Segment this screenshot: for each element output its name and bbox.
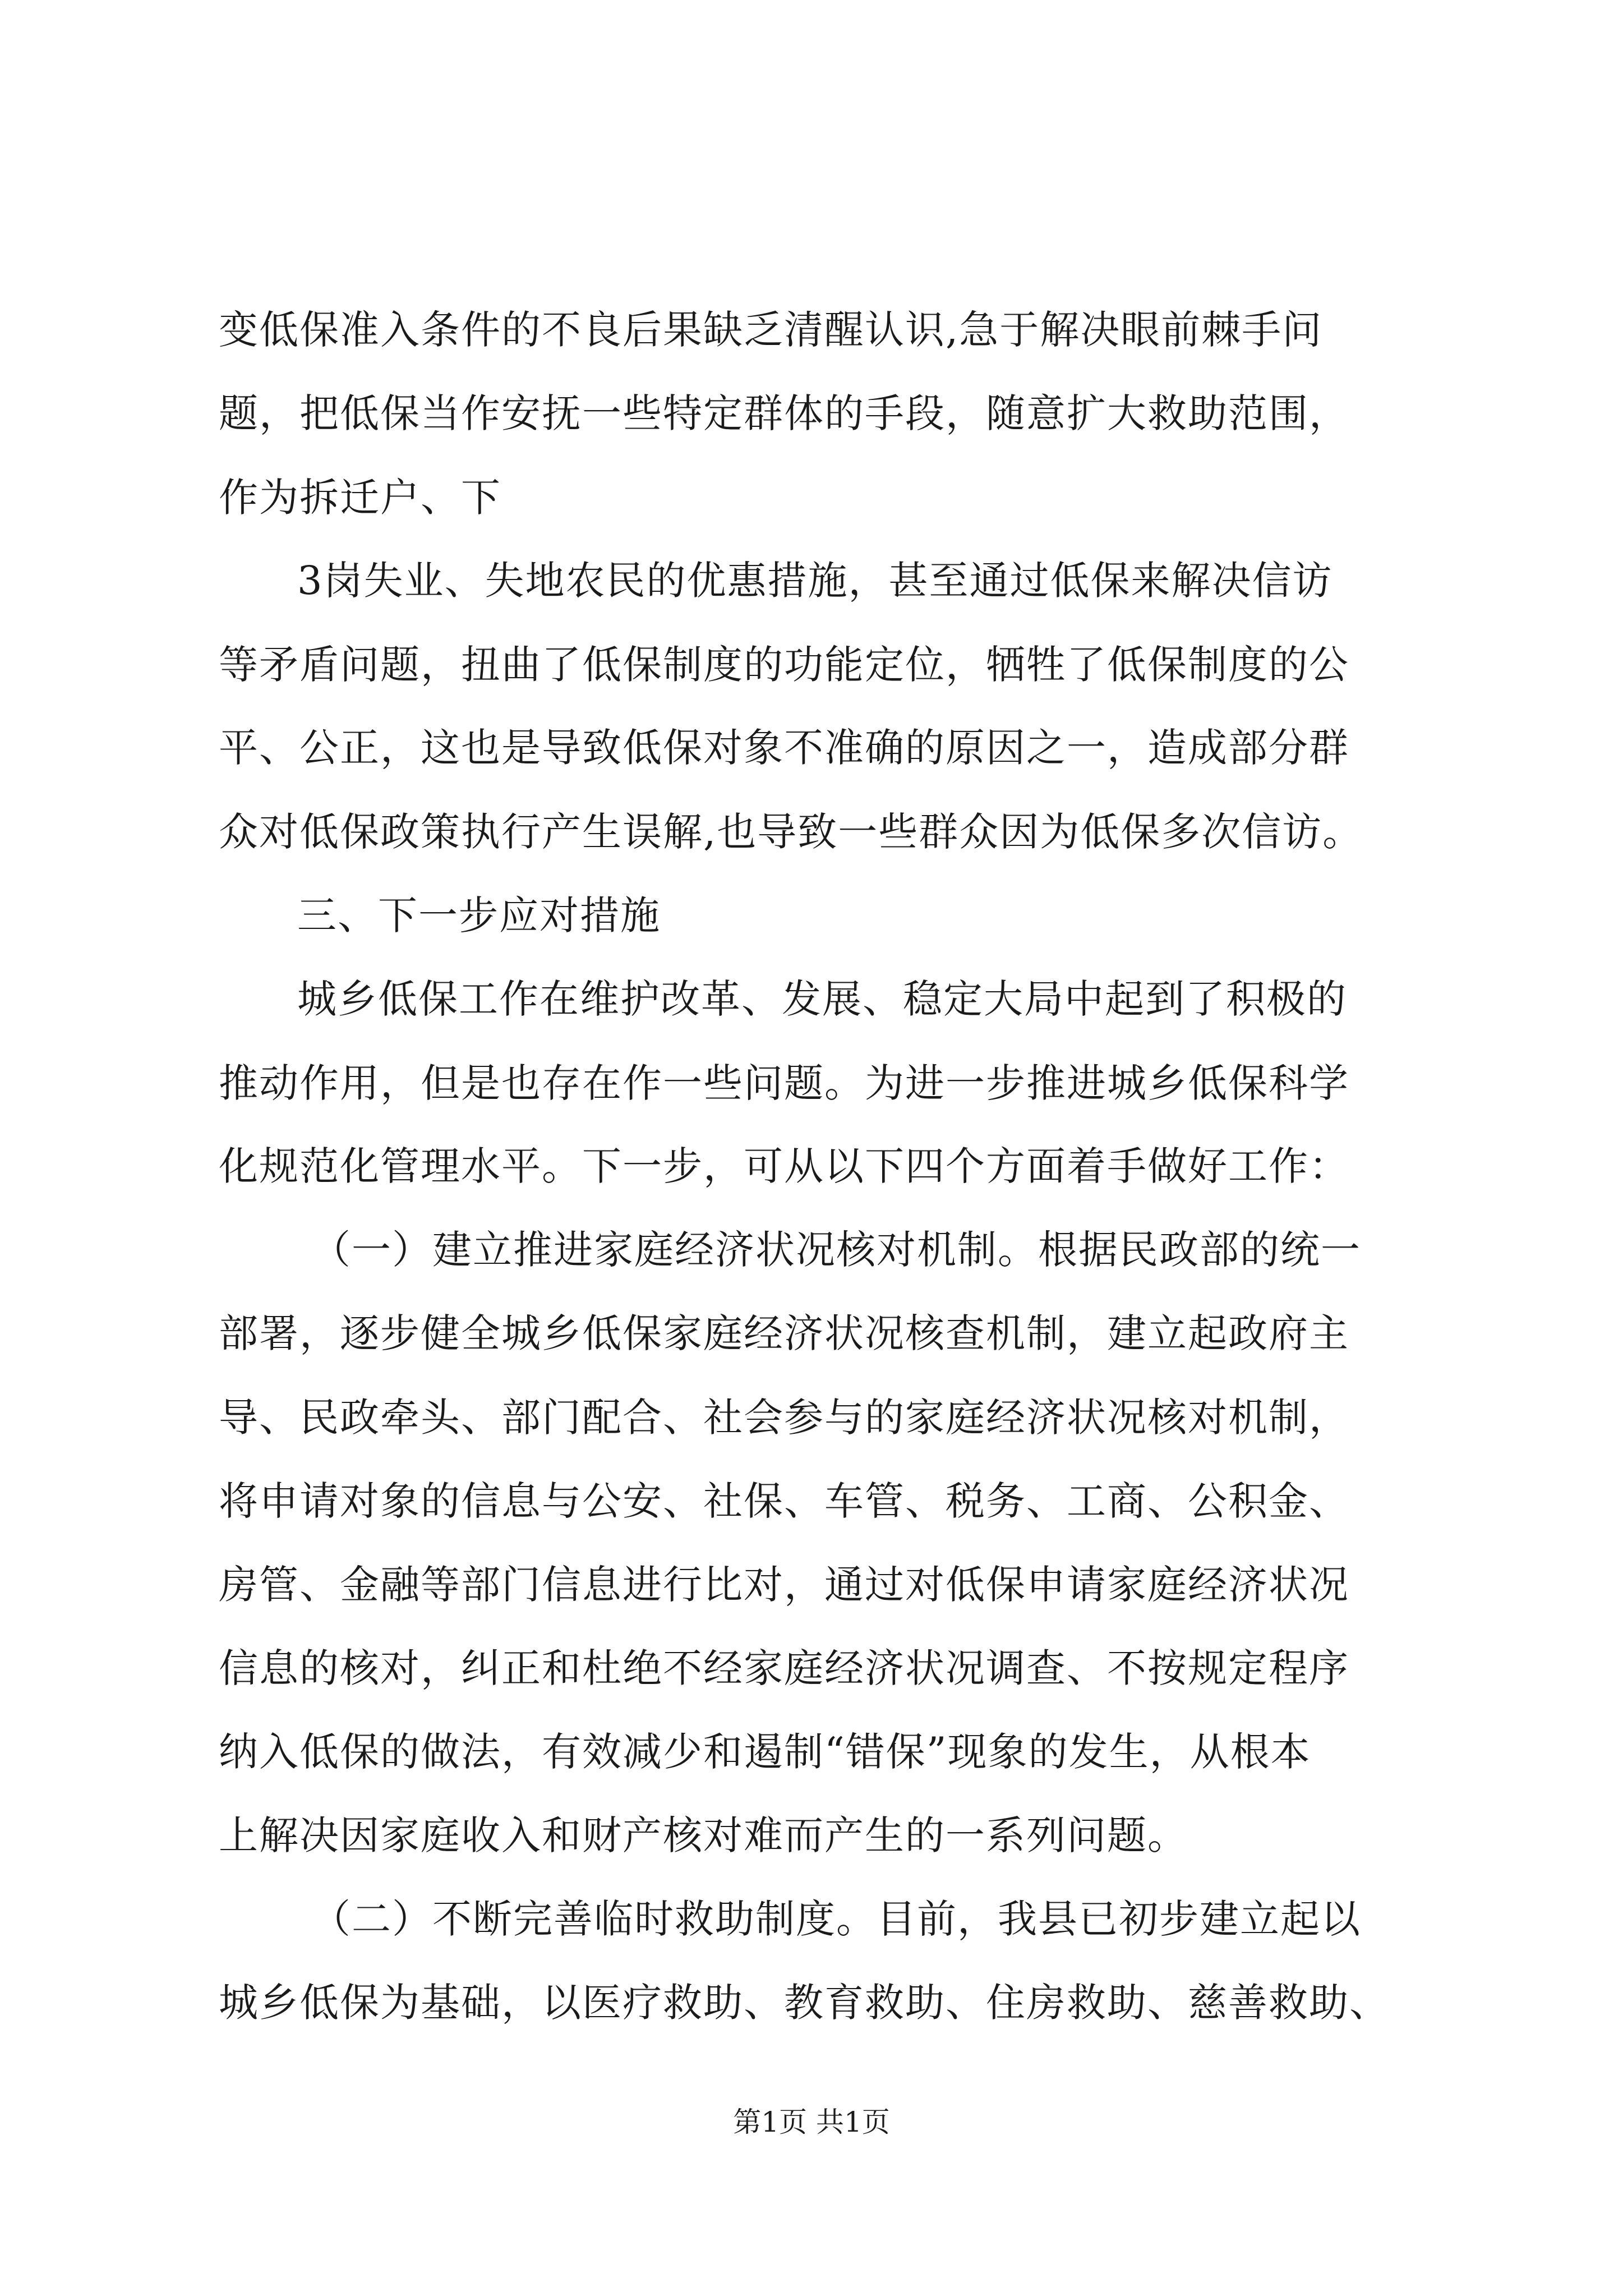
text-line: 等矛盾问题，扭曲了低保制度的功能定位，牺牲了低保制度的公 (219, 642, 1349, 688)
text-line: 平、公正，这也是导致低保对象不准确的原因之一，造成部分群 (219, 725, 1349, 771)
text-line: 变低保准入条件的不良后果缺乏清醒认识,急于解决眼前棘手问 (219, 307, 1323, 353)
text-line: 城乡低保为基础，以医疗救助、教育救助、住房救助、慈善救助、 (219, 1980, 1390, 2026)
text-line: 化规范化管理水平。下一步，可从以下四个方面着手做好工作： (219, 1143, 1349, 1189)
text-line: 信息的核对，纠正和杜绝不经家庭经济状况调查、不按规定程序 (219, 1645, 1349, 1691)
text-line: 纳入低保的做法，有效减少和遏制“错保”现象的发生，从根本 (219, 1729, 1311, 1775)
text-line: 导、民政牵头、部门配合、社会参与的家庭经济状况核对机制， (219, 1395, 1349, 1441)
text-line: 将申请对象的信息与公安、社保、车管、税务、工商、公积金、 (219, 1478, 1349, 1524)
text-line: 众对低保政策执行产生误解,也导致一些群众因为低保多次信访。 (219, 809, 1363, 855)
text-line: 题，把低保当作安抚一些特定群体的手段，随意扩大救助范围， (219, 390, 1349, 436)
text-line: 上解决因家庭收入和财产核对难而产生的一系列问题。 (219, 1812, 1188, 1858)
text-line: 3岗失业、失地农民的优惠措施，甚至通过低保来解决信访 (297, 558, 1333, 604)
text-line: （一）建立推进家庭经济状况核对机制。根据民政部的统一 (311, 1227, 1361, 1273)
text-line: 部署，逐步健全城乡低保家庭经济状况核查机制，建立起政府主 (219, 1310, 1349, 1356)
section-heading: 三、下一步应对措施 (297, 892, 661, 938)
text-line: （二）不断完善临时救助制度。目前，我县已初步建立起以 (311, 1896, 1361, 1942)
text-line: 房管、金融等部门信息进行比对，通过对低保申请家庭经济状况 (219, 1562, 1349, 1608)
text-line: 作为拆迁户、下 (219, 475, 501, 521)
text-line: 推动作用，但是也存在作一些问题。为进一步推进城乡低保科学 (219, 1060, 1349, 1106)
page-footer: 第1页 共1页 (733, 2106, 890, 2138)
text-line: 城乡低保工作在维护改革、发展、稳定大局中起到了积极的 (297, 976, 1347, 1022)
